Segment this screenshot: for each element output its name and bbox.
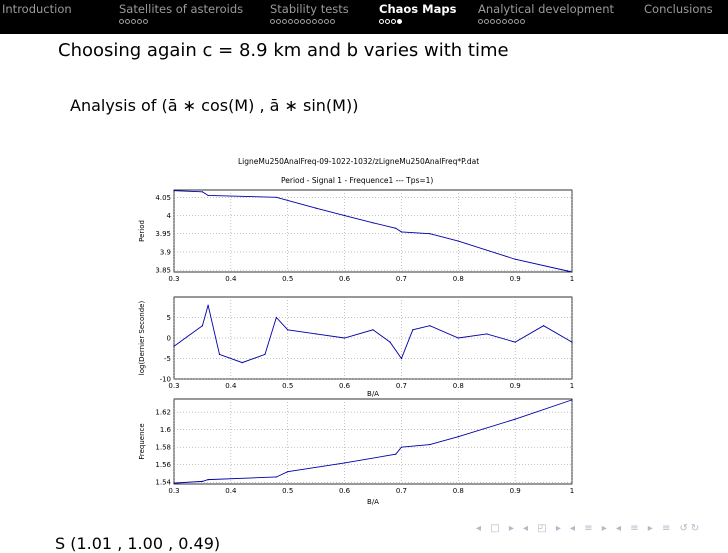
x-tick-label: 0.4 xyxy=(225,382,237,390)
y-tick-label: -10 xyxy=(159,375,171,384)
data-point xyxy=(571,342,572,343)
data-point xyxy=(571,399,572,400)
y-tick-label: 1.54 xyxy=(155,478,171,487)
x-tick-label: 0.7 xyxy=(395,382,407,390)
x-tick-label: 0.9 xyxy=(509,275,521,283)
data-point xyxy=(372,329,373,330)
data-point xyxy=(344,462,345,463)
data-point xyxy=(208,479,209,480)
data-point xyxy=(287,471,288,472)
data-point xyxy=(515,419,516,420)
data-point xyxy=(429,444,430,445)
data-point xyxy=(412,329,413,330)
x-tick-label: 0.9 xyxy=(509,382,521,390)
nav-section-stability[interactable]: Stability tests xyxy=(270,2,349,16)
x-tick-label: 0.5 xyxy=(282,487,294,495)
plot-frame xyxy=(174,399,572,484)
data-point xyxy=(202,191,203,192)
x-tick-label: 1 xyxy=(569,275,575,283)
data-point xyxy=(429,233,430,234)
y-tick-label: 0 xyxy=(166,334,171,343)
data-point xyxy=(276,197,277,198)
bottom-text: S (1.01 , 1.00 , 0.49) xyxy=(55,534,221,553)
x-tick-label: 0.7 xyxy=(395,487,407,495)
y-tick-label: 4 xyxy=(166,212,171,221)
data-point xyxy=(287,329,288,330)
data-point xyxy=(219,354,220,355)
x-tick-label: 0.3 xyxy=(168,487,180,495)
data-point xyxy=(458,240,459,241)
x-tick-label: 0.4 xyxy=(225,275,237,283)
data-point xyxy=(401,447,402,448)
data-point xyxy=(173,190,174,191)
data-point xyxy=(316,333,317,334)
y-tick-label: 1.58 xyxy=(155,443,171,452)
x-tick-label: 0.7 xyxy=(395,275,407,283)
data-point xyxy=(401,358,402,359)
data-point xyxy=(276,476,277,477)
data-point xyxy=(316,208,317,209)
data-point xyxy=(571,271,572,272)
nav-section-satellites[interactable]: Satellites of asteroids xyxy=(119,2,244,16)
data-point xyxy=(208,305,209,306)
data-point xyxy=(515,342,516,343)
data-point xyxy=(372,222,373,223)
y-tick-label: 1.56 xyxy=(155,461,171,470)
x-tick-label: 0.8 xyxy=(452,275,464,283)
x-tick-label: 0.8 xyxy=(452,382,464,390)
data-point xyxy=(173,346,174,347)
x-tick-label: 0.4 xyxy=(225,487,237,495)
figure-subtitle: Period - Signal 1 - Frequence1 --- Tps=1) xyxy=(281,176,434,185)
nav-section-conclusions[interactable]: Conclusions xyxy=(644,2,713,16)
x-tick-label: 0.3 xyxy=(168,382,180,390)
y-axis-label: log(Dernier Seconde) xyxy=(138,300,146,376)
data-point xyxy=(264,354,265,355)
data-point xyxy=(242,362,243,363)
data-point xyxy=(401,231,402,232)
y-tick-label: -5 xyxy=(164,355,171,363)
figure-title: LigneMu250AnalFreq-09-1022-1032/zLigneMu250AnalFreq*P.dat xyxy=(238,157,480,166)
data-point xyxy=(395,454,396,455)
x-tick-label: 0.6 xyxy=(339,275,351,283)
beamer-navigation-symbols[interactable]: ◂ □ ▸ ◂ ◰ ▸ ◂ ≡ ▸ ◂ ≡ ▸ ≡ ↺↻ xyxy=(476,523,703,534)
y-tick-label: 3.85 xyxy=(155,266,171,275)
x-tick-label: 0.3 xyxy=(168,275,180,283)
data-point xyxy=(458,337,459,338)
x-axis-label: B/A xyxy=(367,498,379,506)
data-point xyxy=(543,325,544,326)
y-tick-label: 1.6 xyxy=(159,426,171,435)
y-axis-label: Period xyxy=(138,220,146,242)
data-point xyxy=(173,483,174,484)
frame-title: Choosing again c = 8.9 km and b varies with time xyxy=(58,40,509,61)
data-point xyxy=(344,337,345,338)
data-point xyxy=(515,259,516,260)
data-point xyxy=(344,215,345,216)
x-tick-label: 0.6 xyxy=(339,487,351,495)
nav-section-analytical[interactable]: Analytical development xyxy=(478,2,614,16)
nav-section-introduction[interactable]: Introduction xyxy=(2,2,72,16)
y-tick-label: 3.95 xyxy=(155,230,171,239)
nav-section-chaos-maps[interactable]: Chaos Maps xyxy=(379,2,457,16)
y-tick-label: 1.62 xyxy=(155,408,171,417)
data-point xyxy=(389,342,390,343)
x-tick-label: 0.5 xyxy=(282,382,294,390)
plot-frame xyxy=(174,190,572,272)
data-point xyxy=(486,333,487,334)
y-tick-label: 5 xyxy=(166,314,171,322)
data-point xyxy=(208,195,209,196)
x-tick-label: 1 xyxy=(569,382,575,390)
x-tick-label: 0.6 xyxy=(339,382,351,390)
y-tick-label: 3.9 xyxy=(159,248,171,257)
x-tick-label: 1 xyxy=(569,487,575,495)
data-point xyxy=(458,436,459,437)
data-point xyxy=(429,325,430,326)
y-axis-label: Frequence xyxy=(138,423,146,460)
x-tick-label: 0.8 xyxy=(452,487,464,495)
x-axis-label: B/A xyxy=(367,390,379,398)
frame-subtitle: Analysis of (ā ∗ cos(M) , ā ∗ sin(M)) xyxy=(70,96,359,115)
data-point xyxy=(202,325,203,326)
y-tick-label: 4.05 xyxy=(155,193,171,202)
x-tick-label: 0.9 xyxy=(509,487,521,495)
data-point xyxy=(276,317,277,318)
data-point xyxy=(202,481,203,482)
x-tick-label: 0.5 xyxy=(282,275,294,283)
data-point xyxy=(395,228,396,229)
